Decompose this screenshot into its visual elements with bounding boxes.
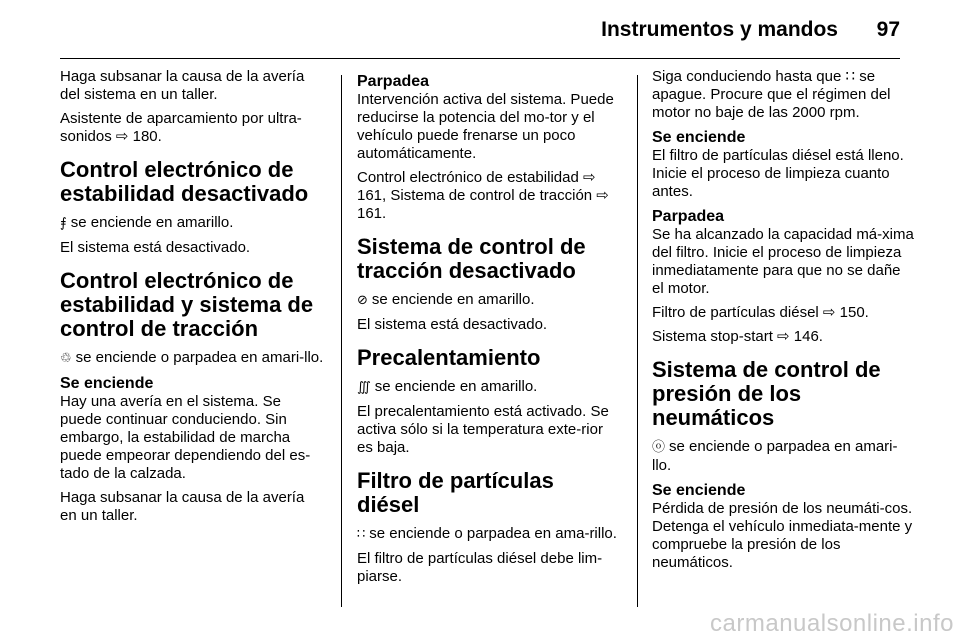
diesel-filter-icon: ∷ bbox=[357, 527, 366, 542]
tire-pressure-icon: ⓞ bbox=[652, 440, 666, 455]
header-rule bbox=[60, 58, 900, 59]
subheading: Parpadea bbox=[357, 73, 430, 90]
traction-off-icon: ⊘ bbox=[357, 293, 368, 308]
heading: Control electrónico de estabilidad y sistema de control de tracción bbox=[60, 268, 314, 341]
subheading: Se enciende bbox=[652, 482, 746, 499]
heading: Filtro de partículas diésel bbox=[357, 468, 554, 517]
subheading: Se enciende bbox=[60, 375, 154, 392]
paragraph: ♲ se enciende o parpadea en amari-llo. bbox=[60, 349, 324, 366]
paragraph: Siga conduciendo hasta que ∷ se apague. Procure que el régimen del motor no baje de las 2000 rpm. bbox=[652, 68, 891, 121]
column-divider bbox=[637, 75, 638, 607]
column-middle bbox=[357, 68, 621, 592]
paragraph: El sistema está desactivado. bbox=[357, 316, 548, 333]
section-title: Instrumentos y mandos bbox=[601, 18, 838, 41]
paragraph: Se ha alcanzado la capacidad má-xima del filtro. Inicie el proceso de limpieza inmediatamente para que no se dañe el motor. bbox=[652, 226, 914, 297]
paragraph: El filtro de partículas diésel debe lim-piarse. bbox=[357, 550, 603, 585]
paragraph: El precalentamiento está activado. Se activa sólo si la temperatura exte-rior es baja. bbox=[357, 403, 609, 456]
esc-off-icon: ⨎ bbox=[60, 216, 67, 231]
heading: Control electrónico de estabilidad desactivado bbox=[60, 157, 309, 206]
paragraph: El filtro de partículas diésel está lleno. Inicie el proceso de limpieza cuanto antes. bbox=[652, 147, 904, 200]
glow-plug-icon: ∭ bbox=[357, 380, 371, 395]
page-number: 97 bbox=[876, 18, 900, 41]
paragraph: Asistente de aparcamiento por ultra-sonidos ⇨ 180. bbox=[60, 110, 302, 145]
paragraph: Sistema stop-start ⇨ 146. bbox=[652, 328, 823, 345]
paragraph: Filtro de partículas diésel ⇨ 150. bbox=[652, 304, 869, 321]
heading: Sistema de control de tracción desactivado bbox=[357, 234, 586, 283]
subheading: Parpadea bbox=[652, 208, 725, 225]
paragraph: ⊘ se enciende en amarillo. bbox=[357, 291, 535, 308]
paragraph: ∷ se enciende o parpadea en ama-rillo. bbox=[357, 525, 617, 542]
paragraph: ⨎ se enciende en amarillo. bbox=[60, 214, 234, 231]
paragraph: Intervención activa del sistema. Puede reducirse la potencia del mo-tor y el vehículo puede frenarse un poco automáticamente. bbox=[357, 91, 614, 162]
column-divider bbox=[341, 75, 342, 607]
paragraph: Pérdida de presión de los neumáti-cos. Detenga el vehículo inmediata-mente y compruebe la presión de los neumáticos. bbox=[652, 500, 913, 571]
paragraph: Haga subsanar la causa de la avería en un taller. bbox=[60, 489, 305, 524]
paragraph: ∭ se enciende en amarillo. bbox=[357, 378, 538, 395]
paragraph: ⓞ se enciende o parpadea en amari-llo. bbox=[652, 438, 898, 474]
paragraph: Hay una avería en el sistema. Se puede continuar conduciendo. Sin embargo, la estabilidad de marcha puede empeorar dependiendo del es-tado de la calzada. bbox=[60, 393, 311, 482]
page-header bbox=[60, 18, 900, 46]
paragraph: El sistema está desactivado. bbox=[60, 239, 251, 256]
paragraph: Haga subsanar la causa de la avería del sistema en un taller. bbox=[60, 68, 305, 103]
esc-tc-icon: ♲ bbox=[60, 351, 72, 366]
heading: Sistema de control de presión de los neumáticos bbox=[652, 357, 881, 430]
column-right bbox=[652, 68, 916, 578]
heading: Precalentamiento bbox=[357, 345, 541, 370]
subheading: Se enciende bbox=[652, 129, 746, 146]
column-left bbox=[60, 68, 324, 531]
watermark: carmanualsonline.info bbox=[710, 610, 954, 637]
paragraph: Control electrónico de estabilidad ⇨ 161, Sistema de control de tracción ⇨ 161. bbox=[357, 169, 609, 222]
